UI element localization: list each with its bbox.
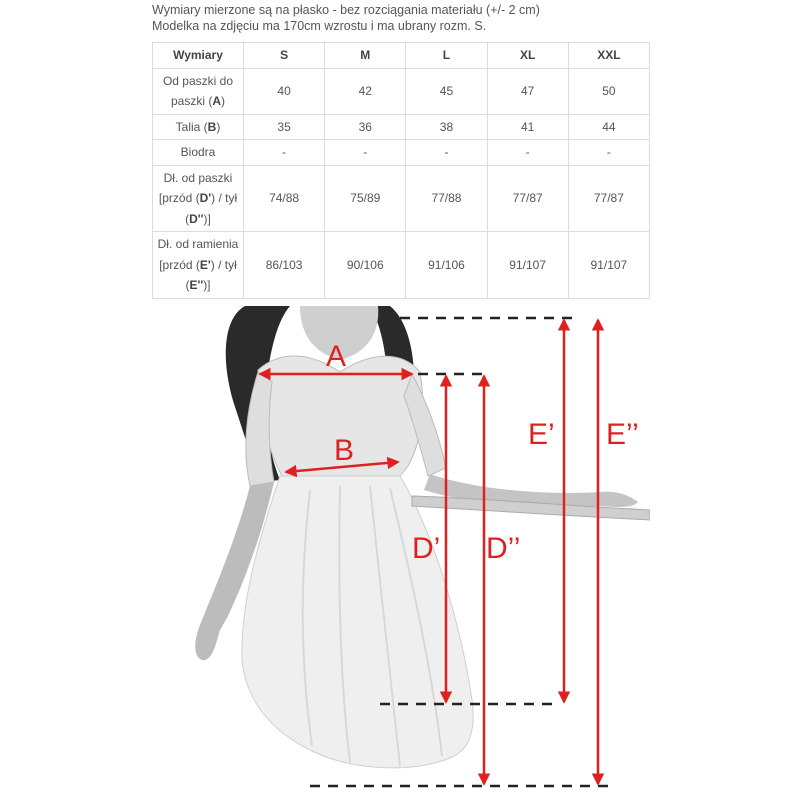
row-label: Od paszki do paszki (A) (153, 68, 244, 114)
row-label: Dł. od paszki [przód (D') / tył (D'')] (153, 165, 244, 232)
table-cell: 45 (406, 68, 487, 114)
table-cell: 36 (325, 114, 406, 140)
header-cell: S (244, 43, 325, 69)
table-cell: 91/107 (568, 232, 649, 299)
intro-text (152, 2, 540, 34)
table-row (153, 114, 650, 140)
table-cell: 42 (325, 68, 406, 114)
table-cell: 35 (244, 114, 325, 140)
label-a: A (326, 340, 347, 373)
table-cell: - (568, 140, 649, 166)
table-cell: 91/107 (487, 232, 568, 299)
table-cell: - (244, 140, 325, 166)
measurement-figure (150, 300, 650, 800)
table-cell: 91/106 (406, 232, 487, 299)
table-cell: 77/87 (568, 165, 649, 232)
header-cell: XL (487, 43, 568, 69)
row-label: Biodra (153, 140, 244, 166)
table-cell: - (487, 140, 568, 166)
row-label: Talia (B) (153, 114, 244, 140)
table-cell: 75/89 (325, 165, 406, 232)
table-cell: 77/87 (487, 165, 568, 232)
table-cell: 86/103 (244, 232, 325, 299)
header-cell: L (406, 43, 487, 69)
label-d1: D’ (412, 532, 441, 565)
table-row (153, 140, 650, 166)
table-row (153, 165, 650, 232)
label-e2: E’’ (606, 418, 639, 451)
table-cell: 44 (568, 114, 649, 140)
table-header-row (153, 43, 650, 69)
label-d2: D’’ (486, 532, 521, 565)
table-cell: 38 (406, 114, 487, 140)
table-cell: - (325, 140, 406, 166)
header-cell: M (325, 43, 406, 69)
table-cell: - (406, 140, 487, 166)
table-cell: 47 (487, 68, 568, 114)
label-b: B (334, 434, 355, 467)
header-cell: Wymiary (153, 43, 244, 69)
intro-line-1: Wymiary mierzone są na płasko - bez rozciągania materiału (+/- 2 cm) (152, 3, 540, 17)
table-cell: 41 (487, 114, 568, 140)
table-row (153, 68, 650, 114)
table-cell: 40 (244, 68, 325, 114)
row-label: Dł. od ramienia [przód (E') / tył (E'')] (153, 232, 244, 299)
header-cell: XXL (568, 43, 649, 69)
size-table (152, 42, 650, 299)
table-cell: 74/88 (244, 165, 325, 232)
table-cell: 50 (568, 68, 649, 114)
table-row (153, 232, 650, 299)
table-cell: 90/106 (325, 232, 406, 299)
label-e1: E’ (528, 418, 555, 451)
table-cell: 77/88 (406, 165, 487, 232)
intro-line-2: Modelka na zdjęciu ma 170cm wzrostu i ma ubrany rozm. S. (152, 19, 487, 33)
